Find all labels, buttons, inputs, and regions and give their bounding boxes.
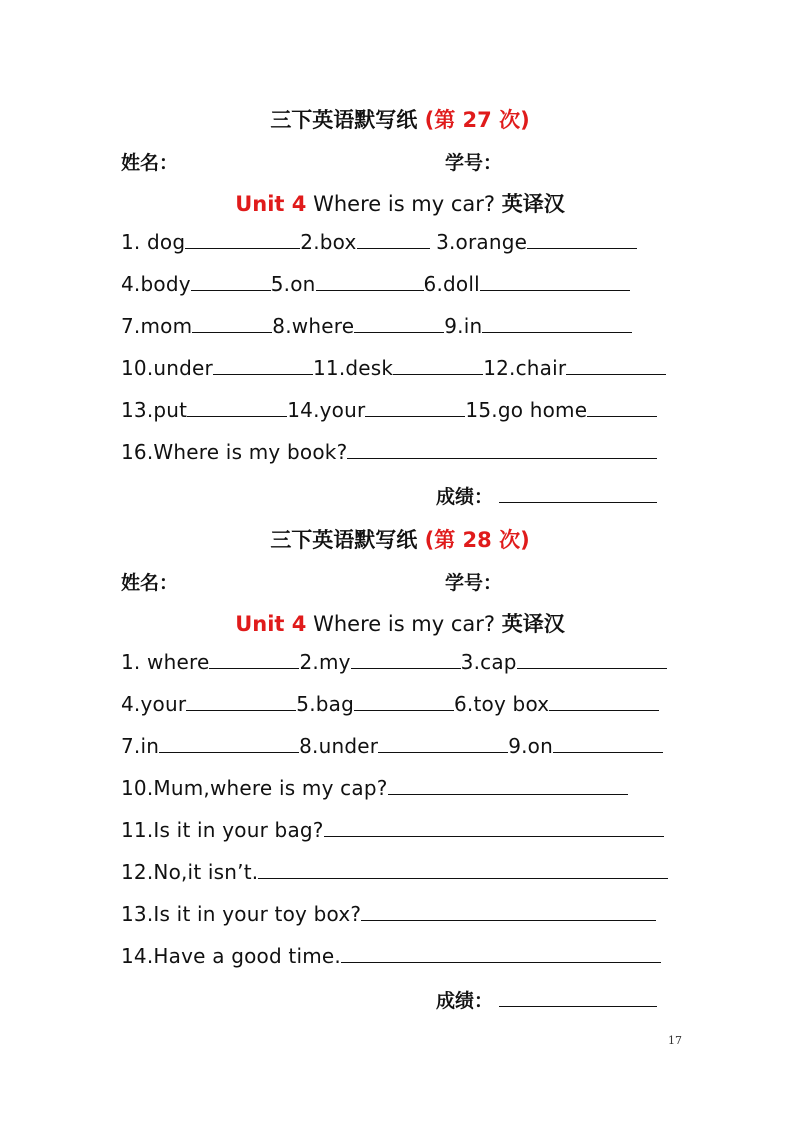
question-label: 6.toy box bbox=[454, 692, 550, 716]
answer-blank[interactable] bbox=[209, 650, 299, 669]
title-number: (第 28 次) bbox=[424, 528, 530, 552]
unit-label: Unit 4 bbox=[235, 192, 307, 216]
answer-blank[interactable] bbox=[324, 818, 664, 837]
question-row bbox=[121, 356, 666, 380]
question-label: 5.on bbox=[270, 272, 316, 296]
answer-blank[interactable] bbox=[527, 230, 637, 249]
answer-blank[interactable] bbox=[191, 272, 271, 291]
question-label: 11.desk bbox=[312, 356, 394, 380]
question-label: 13.put bbox=[121, 398, 188, 422]
question-row bbox=[121, 902, 656, 926]
sheet-title-2 bbox=[0, 524, 800, 554]
answer-blank[interactable] bbox=[341, 944, 661, 963]
unit-heading-1 bbox=[0, 188, 800, 218]
student-id-label-1: 学号： bbox=[445, 152, 503, 174]
question-label: 1. dog bbox=[121, 230, 186, 254]
score-area-2 bbox=[436, 986, 657, 1013]
answer-blank[interactable] bbox=[192, 314, 272, 333]
question-label: 13.Is it in your toy box? bbox=[121, 902, 362, 926]
student-id-label-2: 学号： bbox=[445, 572, 503, 594]
answer-blank[interactable] bbox=[480, 272, 630, 291]
answer-blank[interactable] bbox=[587, 398, 657, 417]
answer-blank[interactable] bbox=[482, 314, 632, 333]
question-row bbox=[121, 230, 637, 254]
question-label: 8.under bbox=[299, 734, 379, 758]
unit-title: Where is my car? bbox=[313, 192, 496, 216]
sheet-title-1 bbox=[0, 104, 800, 134]
unit-mode: 英译汉 bbox=[501, 192, 565, 216]
answer-blank[interactable] bbox=[388, 776, 628, 795]
question-row bbox=[121, 944, 661, 968]
answer-blank[interactable] bbox=[354, 692, 454, 711]
unit-label: Unit 4 bbox=[235, 612, 307, 636]
score-label: 成绩： bbox=[436, 486, 494, 508]
question-label: 9.on bbox=[508, 734, 553, 758]
question-row bbox=[121, 650, 667, 674]
answer-blank[interactable] bbox=[361, 902, 656, 921]
question-label: 14.Have a good time. bbox=[121, 944, 341, 968]
question-row bbox=[121, 818, 664, 842]
question-label: 16.Where is my book? bbox=[121, 440, 348, 464]
question-label: 4.body bbox=[121, 272, 191, 296]
answer-blank[interactable] bbox=[347, 440, 657, 459]
answer-blank[interactable] bbox=[365, 398, 465, 417]
title-main: 三下英语默写纸 bbox=[270, 528, 418, 552]
answer-blank[interactable] bbox=[393, 356, 483, 375]
answer-blank[interactable] bbox=[566, 356, 666, 375]
answer-blank[interactable] bbox=[553, 734, 663, 753]
question-label: 12.No,it isn’t. bbox=[121, 860, 259, 884]
score-label: 成绩： bbox=[436, 990, 494, 1012]
score-blank[interactable] bbox=[499, 988, 657, 1007]
question-label: 5.bag bbox=[296, 692, 354, 716]
name-label-1: 姓名： bbox=[121, 152, 179, 174]
question-row bbox=[121, 692, 659, 716]
question-label: 8.where bbox=[272, 314, 355, 338]
question-row bbox=[121, 272, 630, 296]
answer-blank[interactable] bbox=[159, 734, 299, 753]
question-label: 7.in bbox=[121, 734, 160, 758]
score-area-1 bbox=[436, 482, 657, 509]
question-label: 7.mom bbox=[121, 314, 193, 338]
question-label: 9.in bbox=[444, 314, 483, 338]
question-label: 14.your bbox=[287, 398, 366, 422]
question-row bbox=[121, 860, 668, 884]
unit-mode: 英译汉 bbox=[501, 612, 565, 636]
name-label-2: 姓名： bbox=[121, 572, 179, 594]
answer-blank[interactable] bbox=[213, 356, 313, 375]
score-blank[interactable] bbox=[499, 484, 657, 503]
page-number: 17 bbox=[668, 1034, 682, 1047]
title-main: 三下英语默写纸 bbox=[270, 108, 418, 132]
question-label: 10.under bbox=[121, 356, 213, 380]
answer-blank[interactable] bbox=[187, 398, 287, 417]
question-row bbox=[121, 440, 657, 464]
question-row bbox=[121, 314, 632, 338]
answer-blank[interactable] bbox=[354, 314, 444, 333]
question-label: 2.my bbox=[299, 650, 351, 674]
question-row bbox=[121, 776, 628, 800]
question-row bbox=[121, 734, 663, 758]
question-label: 2.box bbox=[300, 230, 357, 254]
title-number: (第 27 次) bbox=[424, 108, 530, 132]
answer-blank[interactable] bbox=[357, 230, 430, 249]
answer-blank[interactable] bbox=[549, 692, 659, 711]
question-label: 4.your bbox=[121, 692, 187, 716]
answer-blank[interactable] bbox=[185, 230, 300, 249]
question-label: 10.Mum,where is my cap? bbox=[121, 776, 388, 800]
answer-blank[interactable] bbox=[258, 860, 668, 879]
question-label: 6.doll bbox=[423, 272, 480, 296]
question-label: 3.orange bbox=[429, 230, 528, 254]
answer-blank[interactable] bbox=[378, 734, 508, 753]
question-label: 11.Is it in your bag? bbox=[121, 818, 324, 842]
question-label: 3.cap bbox=[460, 650, 517, 674]
question-label: 1. where bbox=[121, 650, 210, 674]
question-row bbox=[121, 398, 657, 422]
answer-blank[interactable] bbox=[316, 272, 424, 291]
unit-title: Where is my car? bbox=[313, 612, 496, 636]
answer-blank[interactable] bbox=[351, 650, 461, 669]
answer-blank[interactable] bbox=[517, 650, 667, 669]
unit-heading-2 bbox=[0, 608, 800, 638]
question-label: 12.chair bbox=[483, 356, 567, 380]
question-label: 15.go home bbox=[465, 398, 588, 422]
answer-blank[interactable] bbox=[186, 692, 296, 711]
